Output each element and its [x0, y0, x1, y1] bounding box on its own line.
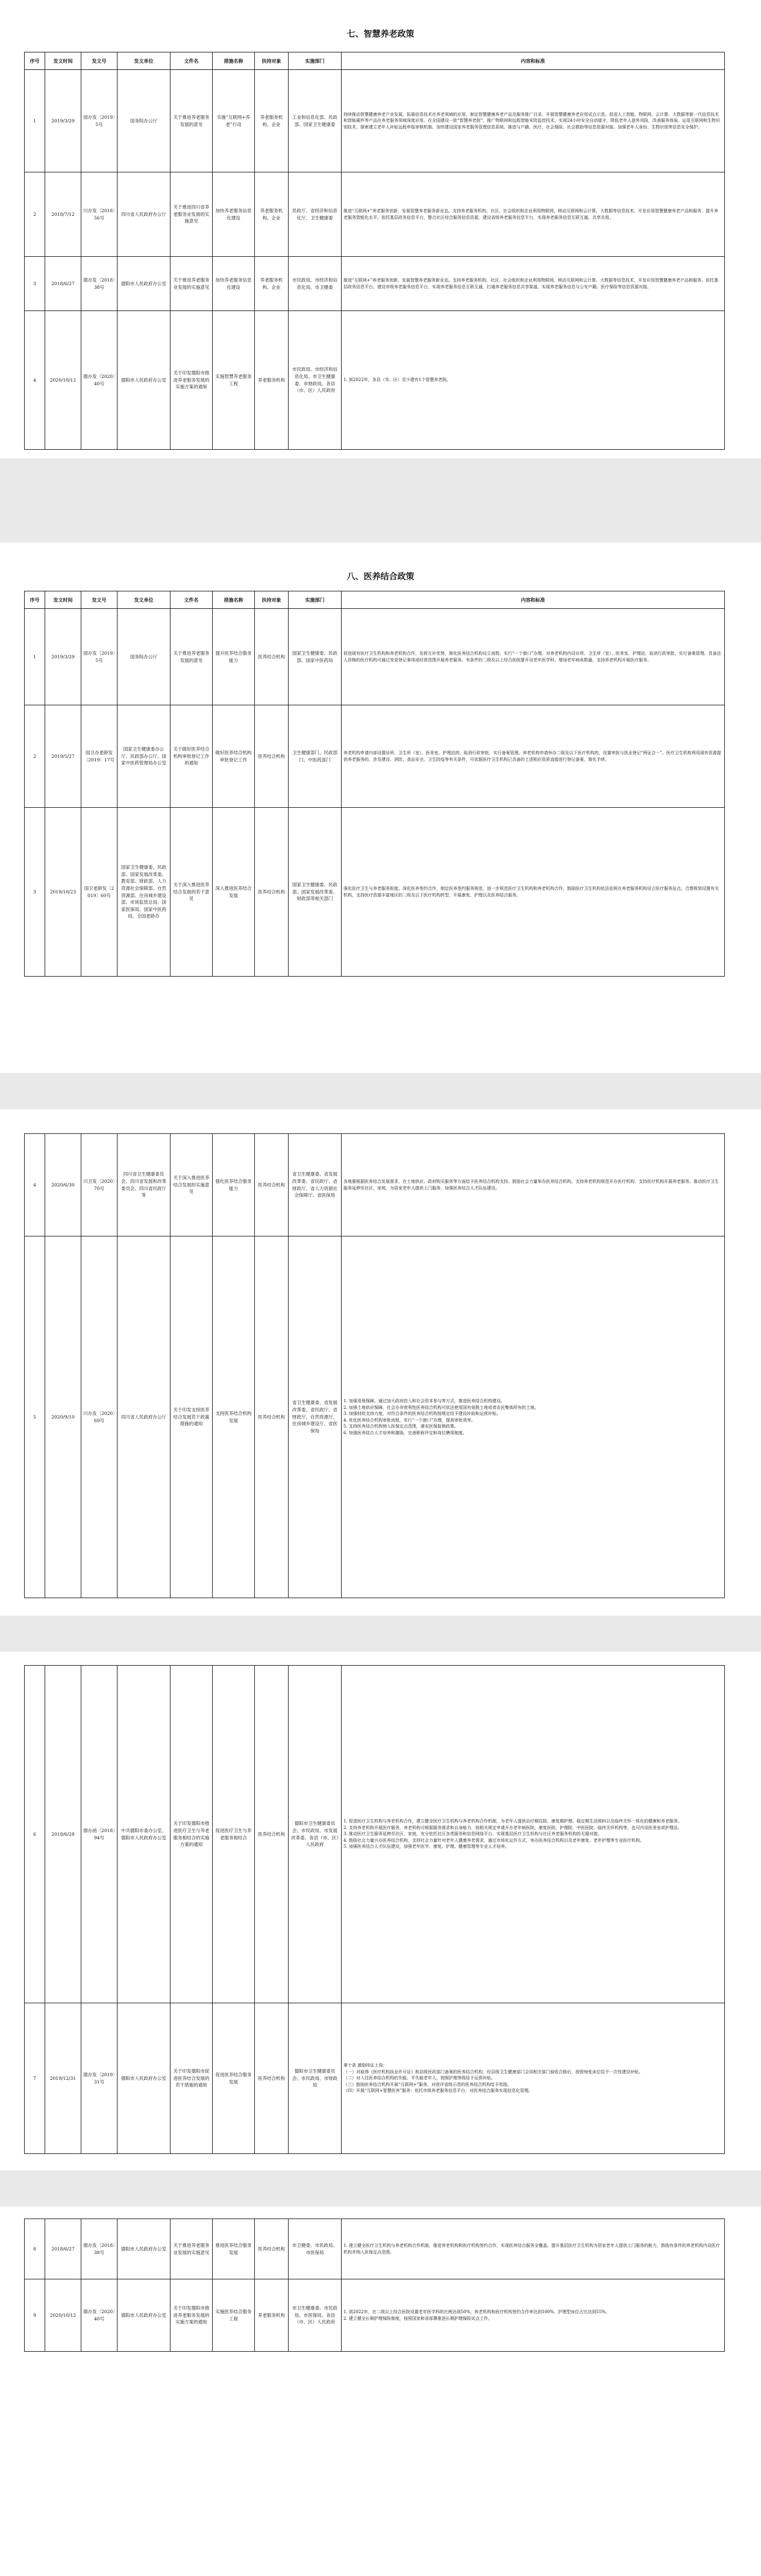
- support-target: 医养结合机构: [255, 705, 289, 808]
- issue-date: 2019/12/31: [45, 2003, 81, 2154]
- table-row: [25, 2279, 725, 2352]
- table-row: [25, 1666, 725, 2003]
- support-target: 养老服务机构: [255, 2279, 289, 2352]
- page-2: [0, 543, 761, 1073]
- implementing-dept: 市民政局、市经济和信息化局、市卫生健康委、市财政局、各县（市、区）人民政府: [289, 311, 342, 450]
- section-title: 八、医养结合政策: [346, 572, 415, 582]
- file-name: 关于推进养老服务发展的意见: [171, 70, 213, 172]
- issuing-unit: 中共德阳市委办公室、德阳市人民政府办公室: [117, 1666, 171, 2003]
- issuing-unit: 四川省卫生健康委员会、四川省发展和改革委员会、四川省民政厅等: [117, 1134, 171, 1236]
- row-number: 7: [25, 2003, 45, 2154]
- row-number: 1: [25, 70, 45, 172]
- section-title: 七、智慧养老政策: [346, 30, 415, 39]
- measure-name: 深入推进医养结合发展: [213, 808, 255, 977]
- column-header: 扶持对象: [255, 52, 289, 70]
- support-target: 医养结合机构: [255, 1666, 289, 2003]
- table-row: [25, 2003, 725, 2154]
- file-name: 关于推进养老服务业发展的实施意见: [171, 257, 213, 311]
- column-header: 实施部门: [289, 52, 342, 70]
- column-header: 措施名称: [213, 52, 255, 70]
- support-target: 医养结合机构: [255, 1134, 289, 1236]
- column-header: 实施部门: [289, 591, 342, 609]
- implementing-dept: 市卫生健康委、市民政局、市医保局、各县（市、区）人民政府: [289, 2279, 342, 2352]
- column-header: 内容和标准: [342, 591, 725, 609]
- table-row: [25, 311, 725, 450]
- policy-table: [24, 591, 725, 977]
- implementing-dept: 德阳市卫生健康委员会、市民政局、市财政局: [289, 2003, 342, 2154]
- support-target: 养老服务机构、企业: [255, 257, 289, 311]
- implementing-dept: 国家卫生健康委、民政部、国家发展改革委、财政部等相关部门: [289, 808, 342, 977]
- column-header: 扶持对象: [255, 591, 289, 609]
- issue-date: 2019/5/27: [45, 705, 81, 808]
- column-header: 序号: [25, 52, 45, 70]
- content-standard: 持续推动智慧健康养老产业发展，拓展信息技术在养老领域的应用，制定智慧健康养老产品及服务推广目录，开展智慧健康养老应用试点示范。促进人工智能、物联网、云计算、大数据等新一代信息技术和智能硬件等产品在养老服务领域深度应用。在全国建设一批“智慧养老院”，推广物联网和远程智能安防监控技术，实现24小时安全自动值守，降低老年人意外风险，改善服务体验。运用互联网和生物识别技术，探索建立老年人补贴远程申报审核机制。加快建设国家养老服务管理信息系统，推进与户籍、医疗、社会保险、社会救助等信息资源对接。加强老年人身份、生物识别等信息安全保护。: [342, 70, 725, 172]
- row-number: 3: [25, 257, 45, 311]
- file-name: 关于印发支持医养结合发展若干政策措施的通知: [171, 1236, 213, 1598]
- table-row: [25, 1236, 725, 1598]
- row-number: 5: [25, 1236, 45, 1598]
- file-name: 关于印发德阳市推进养老服务发展的实施方案的通知: [171, 2279, 213, 2352]
- implementing-dept: 市民政局、市经济和信息化局、市卫健委: [289, 257, 342, 311]
- issue-date: 2018/6/28: [45, 1666, 81, 2003]
- issue-date: 2019/3/29: [45, 609, 81, 705]
- file-name: 关于印发德阳市推进养老服务发展的实施方案的通知: [171, 311, 213, 450]
- column-header: 措施名称: [213, 591, 255, 609]
- document-number: 德办发〔2018〕38号: [81, 2219, 117, 2279]
- measure-name: 加快养老服务信息化建设: [213, 172, 255, 257]
- table-row: [25, 705, 725, 808]
- measure-name: 支持医养结合机构发展: [213, 1236, 255, 1598]
- row-number: 9: [25, 2279, 45, 2352]
- issue-date: 2020/6/30: [45, 1134, 81, 1236]
- issuing-unit: 国家卫生健康委、民政部、国家发展改革委、教育部、财政部、人力资源社会保障部、自然资源部、住房城乡建设部、市场监管总局、国家医保局、国家中医药局、全国老龄办: [117, 808, 171, 977]
- table-row: [25, 257, 725, 311]
- column-header: 文件名: [171, 52, 213, 70]
- issuing-unit: 四川省人民政府办公厅: [117, 172, 171, 257]
- support-target: 医养结合机构: [255, 1236, 289, 1598]
- support-target: 养老服务机构、企业: [255, 172, 289, 257]
- column-header: 发文单位: [117, 591, 171, 609]
- measure-name: 促进医疗卫生与养老服务相结合: [213, 1666, 255, 2003]
- content-standard: 促进现有医疗卫生机构和养老机构合作，发挥互补优势，简化医养结合机构设立流程，实行“一个窗口”办理。对养老机构内设诊所、卫生所（室）、医务室、护理站，取消行政审批，实行备案管理。具备法人资格的医疗机构可通过变更登记事项或经营范围开展养老服务。有条件的二级及以上综合医院要开设老年医学科，增加老年病床数量。支持养老机构开展医疗服务。: [342, 609, 725, 705]
- page-separator: [0, 2170, 761, 2206]
- implementing-dept: 工业和信息化部、民政部、国家卫生健康委: [289, 70, 342, 172]
- column-header: 发文时间: [45, 591, 81, 609]
- content-standard: 1. 建立健全医疗卫生机构与养老机构合作机制，推进养老机构和医疗机构签约合作，实现医养结合服务全覆盖。提升基层医疗卫生机构为居家老年人提供上门服务的能力，鼓励有条件的养老机构内设医疗机构并纳入医保定点范围。: [342, 2219, 725, 2279]
- issuing-unit: 四川省人民政府办公厅: [117, 1236, 171, 1598]
- issuing-unit: 国务院办公厅: [117, 70, 171, 172]
- row-number: 2: [25, 705, 45, 808]
- content-standard: 1. 加强用地保障。通过加大政府投入和社会资本参与等方式，推进医养结合机构建设。 2. 加强土地供应保障，社会办非营利性医养结合机构可依法使用国有划拨土地或者农民集体所有的土地。 3. 加强财政支持力度，对符合条件的医养结合机构按规定给予建设补助和运营补贴。 4. 优化医养结合机构审批流程，实行“一个窗口”办理，提高审批效率。 5. 支持医养结合机构纳入医保定点范围，落实医保报销政策。 6. 加强医养结合人才培养和激励，完善职称评定和岗位聘用制度。: [342, 1236, 725, 1598]
- issuing-unit: 德阳市人民政府办公室: [117, 257, 171, 311]
- table-row: [25, 1134, 725, 1236]
- content-standard: 1. 到2022年，各县（市、区）至少建有1个智慧养老院。: [342, 311, 725, 450]
- content-standard: 第十条 激励持证上岗： （一）对取得《医疗机构执业许可证》和县级民政部门备案的医养结合机构，经县级卫生健康部门会同相关部门验收合格后，按照每张床位给予一次性建设补贴。 （二）对入住医养结合机构的失能、半失能老年人，按照护理等级给予运营补贴。 （三）鼓励医养结合机构开展“互联网+”服务，对获评省级示范的医养结合机构给予奖励。 （四）开展“互联网+智慧医养”服务：依托市级养老服务信息平台，对医养结合服务实现信息化管理。: [342, 2003, 725, 2154]
- file-name: 关于推进四川省养老服务业发展的实施意见: [171, 172, 213, 257]
- document-number: 川卫发〔2020〕70号: [81, 1134, 117, 1236]
- row-number: 2: [25, 172, 45, 257]
- issue-date: 2018/6/27: [45, 257, 81, 311]
- document-number: 国办发〔2019〕5号: [81, 609, 117, 705]
- table-row: [25, 808, 725, 977]
- column-header: 发文号: [81, 52, 117, 70]
- issue-date: 2018/6/27: [45, 2219, 81, 2279]
- row-number: 4: [25, 1134, 45, 1236]
- implementing-dept: 德阳市卫生健康委员会、市民政局、市发展改革委、各县（市、区）人民政府: [289, 1666, 342, 2003]
- implementing-dept: 国家卫生健康委、民政部、国家中医药局: [289, 609, 342, 705]
- implementing-dept: 市卫健委、市民政局、市医保局: [289, 2219, 342, 2279]
- issuing-unit: 德阳市人民政府办公室: [117, 2003, 171, 2154]
- support-target: 医养结合机构: [255, 808, 289, 977]
- document-number: 川办发〔2020〕69号: [81, 1236, 117, 1598]
- content-standard: 养老机构申请内部设置诊所、卫生所（室）、医务室、护理站的，取消行政审批，实行备案管理。养老机构申请举办二级及以下医疗机构的，设置审批与执业登记“两证合一”。医疗卫生机构利用现有资源提供养老服务的，涉及建设、消防、食品安全、卫生防疫等有关条件，可依据医疗卫生机构已具备的上述相应资质直接进行登记备案，简化手续。: [342, 705, 725, 808]
- policy-table: [24, 52, 725, 450]
- implementing-dept: 省卫生健康委、省发展改革委、省民政厅、省财政厅、自然资源厅、住房城乡建设厅、省医保局: [289, 1236, 342, 1598]
- content-standard: 各地要根据医养结合发展需求，在土地供应、政府购买服务等方面给予医养结合机构支持。鼓励社会力量举办医养结合机构，支持养老机构规范开办医疗机构，支持医疗机构开展养老服务。推动医疗卫生服务延伸至社区、家庭，为居家老年人提供上门服务，加强医养结合人才队伍建设。: [342, 1134, 725, 1236]
- file-name: 关于推进养老服务业发展的实施意见: [171, 2219, 213, 2279]
- measure-name: 做好医养结合机构审批登记工作: [213, 705, 255, 808]
- policy-table: [24, 1665, 725, 2154]
- page-separator: [0, 1616, 761, 1652]
- column-header: 文件名: [171, 591, 213, 609]
- document-number: 德办发〔2020〕40号: [81, 2279, 117, 2352]
- measure-name: 强化医养结合服务能力: [213, 1134, 255, 1236]
- table-row: [25, 70, 725, 172]
- document-number: 川办发〔2018〕56号: [81, 172, 117, 257]
- policy-table: [24, 1133, 725, 1598]
- policy-table: [24, 2219, 725, 2352]
- table-header-row: [25, 52, 725, 70]
- measure-name: 加快养老服务信息化建设: [213, 257, 255, 311]
- measure-name: 实施“互联网+养老”行动: [213, 70, 255, 172]
- file-name: 关于深入推进医养结合发展的实施意见: [171, 1134, 213, 1236]
- issuing-unit: 国务院办公厅: [117, 609, 171, 705]
- measure-name: 提升医养结合服务能力: [213, 609, 255, 705]
- page-5: [0, 2206, 761, 2576]
- measure-name: 实施智慧养老服务工程: [213, 311, 255, 450]
- issuing-unit: 德阳市人民政府办公室: [117, 311, 171, 450]
- column-header: 序号: [25, 591, 45, 609]
- page-separator: [0, 458, 761, 543]
- column-header: 内容和标准: [342, 52, 725, 70]
- issuing-unit: 德阳市人民政府办公室: [117, 2219, 171, 2279]
- table-row: [25, 609, 725, 705]
- document-number: 德办发〔2019〕31号: [81, 2003, 117, 2154]
- support-target: 医养结合机构: [255, 2003, 289, 2154]
- implementing-dept: 省卫生健康委、省发展改革委、省民政厅、省财政厅、省人力资源社会保障厅、省医保局: [289, 1134, 342, 1236]
- file-name: 关于印发德阳市推进医疗卫生与养老服务相结合的实施方案的通知: [171, 1666, 213, 2003]
- content-standard: 1. 促进医疗卫生机构与养老机构合作，建立健全医疗卫生机构与养老机构合作机制，为老年人提供治疗期住院、康复期护理、稳定期生活照料以及临终关怀一体化的健康和养老服务。 2. 支持养老机构开展医疗服务，养老机构可根据服务需求和自身能力，按相关规定申请开办老年病医院、康复医院、护理院、中医医院、临终关怀机构等，也可内设医务室或护理站。 3. 推动医疗卫生服务延伸至社区、家庭，充分依托社区各类服务和信息网络平台，实现基层医疗卫生机构与社区养老服务机构的无缝对接。 4. 鼓励社会力量兴办医养结合机构，支持社会力量针对老年人健康养老需求，通过市场化运作方式，举办医养结合机构以及老年康复、老年护理等专业医疗机构。 5. 加强医养结合人才队伍建设，加强老年医学、康复、护理、健康管理等专业人才培养。: [342, 1666, 725, 2003]
- content-standard: 推进“互联网+”养老服务创新，发展智慧养老服务新业态。支持养老服务机构、社区、社会组织和企业利用物联网、移动互联网和云计算、大数据等信息技术，开发应用智慧健康养老产品和服务，提升养老服务智能化水平。依托基层政务信息平台，整合社区综合服务信息资源，建设省级养老服务信息平台，实现养老服务信息互联互通、共享共用。: [342, 172, 725, 257]
- table-header-row: [25, 591, 725, 609]
- file-name: 关于深入推进医养结合发展的若干意见: [171, 808, 213, 977]
- content-standard: 推进“互联网+”养老服务创新，发展智慧养老服务新业态。支持养老服务机构、社区、社会组织和企业利用物联网、移动互联网和云计算、大数据等信息技术，开发应用智慧健康养老产品和服务。依托基层政务信息平台，建设市级养老服务信息平台，实现养老服务信息互联互通，打通养老服务信息共享渠道，实现养老服务信息与公安户籍、医疗保险等信息资源对接。: [342, 257, 725, 311]
- document-number: 国办发〔2019〕5号: [81, 70, 117, 172]
- measure-name: 实施医养结合服务工程: [213, 2279, 255, 2352]
- file-name: 关于推进养老服务发展的意见: [171, 609, 213, 705]
- support-target: 养老服务机构: [255, 311, 289, 450]
- issue-date: 2018/7/12: [45, 172, 81, 257]
- issue-date: 2019/3/29: [45, 70, 81, 172]
- row-number: 6: [25, 1666, 45, 2003]
- support-target: 医养结合机构: [255, 2219, 289, 2279]
- document-number: 德办发〔2018〕38号: [81, 257, 117, 311]
- implementing-dept: 卫生健康部门、民政部门、中医药部门: [289, 705, 342, 808]
- file-name: 关于印发德阳市促进医养结合发展的若干措施的通知: [171, 2003, 213, 2154]
- issue-date: 2020/9/10: [45, 1236, 81, 1598]
- issuing-unit: 德阳市人民政府办公室: [117, 2279, 171, 2352]
- page-4: [0, 1652, 761, 2170]
- issue-date: 2020/10/12: [45, 2279, 81, 2352]
- column-header: 发文单位: [117, 52, 171, 70]
- page-separator: [0, 1073, 761, 1109]
- document-number: 德办发〔2020〕40号: [81, 311, 117, 450]
- row-number: 4: [25, 311, 45, 450]
- implementing-dept: 民政厅、省经济和信息化厅、卫生健康委: [289, 172, 342, 257]
- file-name: 关于做好医养结合机构审批登记工作的通知: [171, 705, 213, 808]
- issue-date: 2019/10/23: [45, 808, 81, 977]
- table-row: [25, 2219, 725, 2279]
- document-number: 国卫老龄发〔2019〕60号: [81, 808, 117, 977]
- page-1: [0, 0, 761, 458]
- page-3: [0, 1109, 761, 1616]
- issue-date: 2020/10/12: [45, 311, 81, 450]
- issuing-unit: 国家卫生健康委办公厅、民政部办公厅、国家中医药管理局办公室: [117, 705, 171, 808]
- measure-name: 推进医养结合服务发展: [213, 2219, 255, 2279]
- measure-name: 促进医养结合服务发展: [213, 2003, 255, 2154]
- row-number: 8: [25, 2219, 45, 2279]
- column-header: 发文号: [81, 591, 117, 609]
- support-target: 养老服务机构、企业: [255, 70, 289, 172]
- table-row: [25, 172, 725, 257]
- row-number: 3: [25, 808, 45, 977]
- document-number: 国卫办老龄发〔2019〕17号: [81, 705, 117, 808]
- column-header: 发文时间: [45, 52, 81, 70]
- row-number: 1: [25, 609, 45, 705]
- content-standard: 强化医疗卫生与养老服务衔接。深化医养签约合作，制定医养签约服务规范，进一步规范医疗卫生机构和养老机构合作。鼓励医疗卫生机构依法依规在养老服务机构设立医疗服务站点。合理规划设置有关机构，支持医疗资源丰富地区的二级及以下医疗机构转型，开展康复、护理以及医养结合服务。: [342, 808, 725, 977]
- content-standard: 1. 到2022年，在二级以上综合医院设置老年医学科的比例达到50%，养老机构和医疗机构签约合作率达到100%，护理型床位占比达到55%。 2. 建立健全长期护理保险制度，按照国家和省部署推进长期护理保险试点工作。: [342, 2279, 725, 2352]
- support-target: 医养结合机构: [255, 609, 289, 705]
- document-number: 德办函〔2018〕94号: [81, 1666, 117, 2003]
